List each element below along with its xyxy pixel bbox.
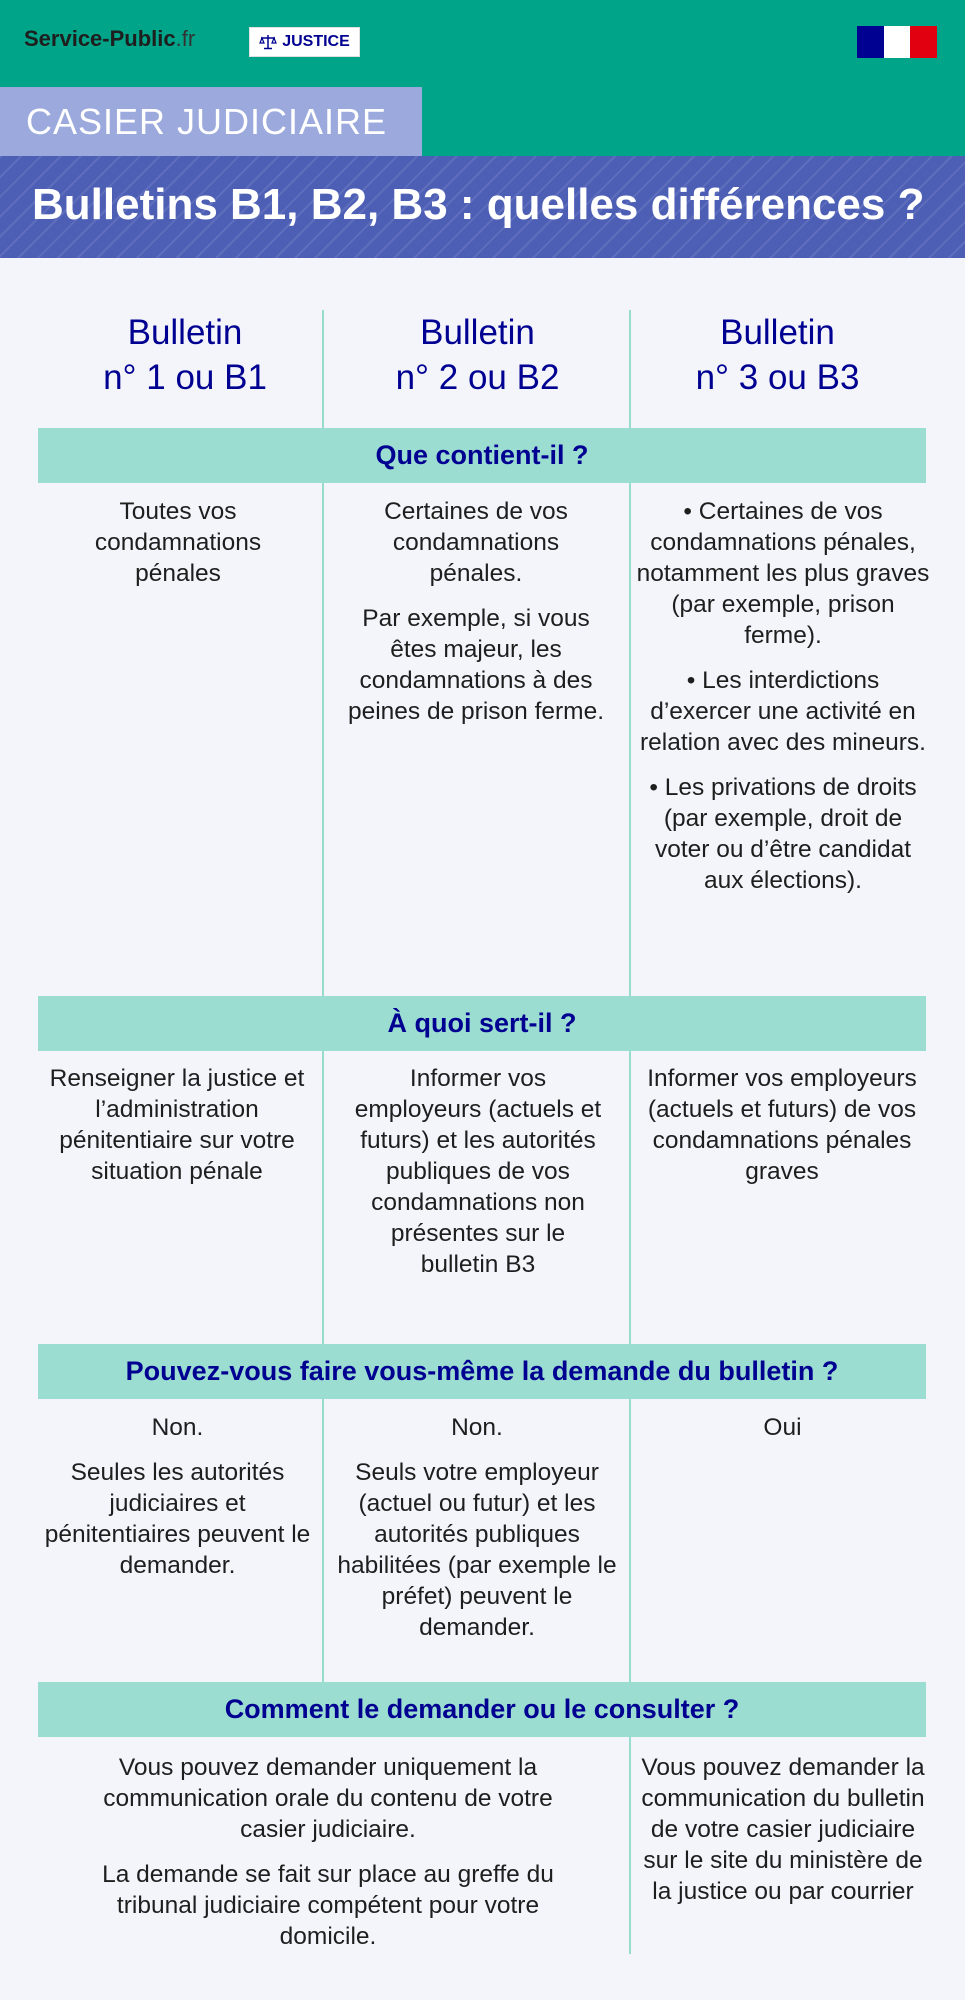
logo-brand: Service-Public [24, 26, 176, 51]
demande-b1: Non. Seules les autorités judiciaires et pénitentiaires peuvent le demander. [44, 1414, 311, 1579]
justice-badge[interactable] [249, 27, 360, 57]
category-label: CASIER JUDICIAIRE [0, 87, 422, 156]
demande-b3: Oui [763, 1414, 802, 1441]
section-header-demande: Pouvez-vous faire vous-même la demande du bulletin ? [38, 1344, 926, 1399]
section-header-usage: À quoi sert-il ? [38, 996, 926, 1051]
column-header-b3: Bulletin n° 3 ou B3 [695, 313, 860, 397]
logo-domain: .fr [175, 26, 196, 51]
service-public-logo[interactable] [24, 26, 195, 52]
marianne-flag-icon [857, 26, 937, 58]
usage-b2: Informer vos employeurs (actuels et futurs) et les autorités publiques de vos condamnations non présentes sur le bulletin B3 [354, 1065, 602, 1278]
demande-b2: Non. Seuls votre employeur (actuel ou futur) et les autorités publiques habilitées (par exemple le préfet) peuvent le demander. [337, 1414, 617, 1641]
consultation-b1-b2: Vous pouvez demander uniquement la communication orale du contenu de votre casier judiciaire. La demande se fait sur place au greffe du tribunal judiciaire compétent pour votre domicile. [102, 1754, 554, 1950]
scales-icon [259, 34, 277, 50]
section-header-consultation: Comment le demander ou le consulter ? [38, 1682, 926, 1737]
column-header-b2: Bulletin n° 2 ou B2 [395, 313, 560, 397]
section-header-contenu: Que contient-il ? [38, 428, 926, 483]
usage-b3: Informer vos employeurs (actuels et futurs) de vos condamnations pénales graves [647, 1065, 917, 1185]
consultation-b3: Vous pouvez demander la communication du bulletin de votre casier judiciaire sur le site du ministère de la justice ou par courrier [641, 1754, 925, 1905]
column-header-b1: Bulletin n° 1 ou B1 [103, 313, 267, 397]
page-title: Bulletins B1, B2, B3 : quelles différences ? [32, 180, 925, 229]
contenu-b3: • Certaines de vos condamnations pénales, notamment les plus graves (par exemple, prison ferme). • Les interdictions d’exercer une activité en relation avec des mineurs. • Les privations de droits (par exemple, droit de voter ou d’être candidat aux élections). [636, 498, 930, 894]
usage-b1: Renseigner la justice et l’administration pénitentiaire sur votre situation pénale [49, 1065, 305, 1185]
contenu-b1: Toutes vos condamnations pénales [94, 498, 262, 587]
contenu-b2: Certaines de vos condamnations pénales. Par exemple, si vous êtes majeur, les condamnations à des peines de prison ferme. [347, 498, 605, 725]
justice-label: JUSTICE [282, 33, 350, 50]
title-banner [0, 156, 965, 258]
